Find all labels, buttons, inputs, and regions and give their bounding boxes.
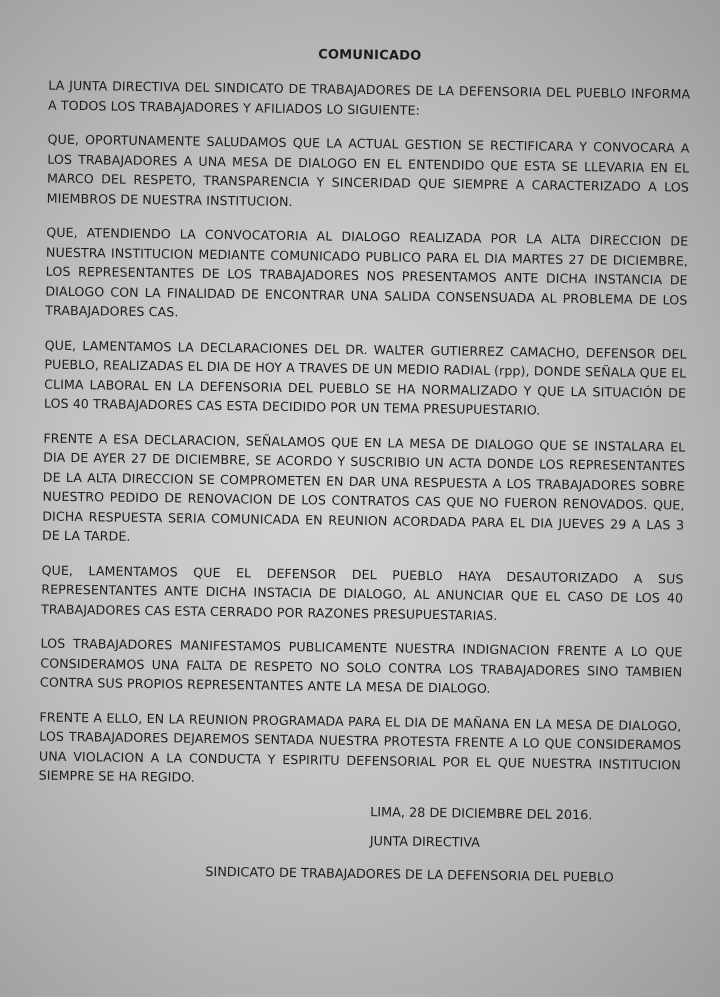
signature-title: JUNTA DIRECTIVA xyxy=(369,833,481,851)
date-line: LIMA, 28 DE DICIEMBRE DEL 2016. xyxy=(370,804,593,823)
paragraph-6: LOS TRABAJADORES MANIFESTAMOS PUBLICAMENTE NUESTRA INDIGNACION FRENTE A LO QUE CONSIDERAMOS UNA FALTA DE RESPETO NO SOLO CONTRA LOS TRABAJADORES SINO TAMBIEN CONTRA SUS PROPIOS REPRESENTANTES ANTE LA MESA DE DIALOGO. xyxy=(39,635,683,696)
signature-organization: SINDICATO DE TRABAJADORES DE LA DEFENSORIA DEL PUEBLO xyxy=(205,864,614,886)
paragraph-3: QUE, LAMENTAMOS LA DECLARACIONES DEL DR. WALTER GUTIERREZ CAMACHO, DEFENSOR DEL PUEBLO, REALIZADAS EL DIA DE HOY A TRAVES DE UN MEDIO RADIAL (rpp), DONDE SEÑALA QUE EL CLIMA LABORAL EN LA DEFENSORIA DEL PUEBLO SE HA NORMALIZADO Y QUE LA SITUACIÓN DE LOS 40 TRABAJADORES CAS ESTA DECIDIDO POR UN TEMA PRESUPUESTARIO. xyxy=(43,337,687,418)
paragraph-4: FRENTE A ESA DECLARACION, SEÑALAMOS QUE EN LA MESA DE DIALOGO QUE SE INSTALARA EL DIA DE AYER 27 DE DICIEMBRE, SE ACORDO Y SUSCRIBIO UN ACTA DONDE LOS REPRESENTANTES DE LA ALTA DIRECCION SE COMPROMETEN EN DAR UNA RESPUESTA A LOS TRABAJADORES SOBRE NUESTRO PEDIDO DE RENOVACION DE LOS CONTRATOS CAS QUE NO FUERON RENOVADOS. QUE, DICHA RESPUESTA SERIA COMUNICADA EN REUNION ACORDADA PARA EL DIA JUEVES 29 A LAS 3 DE LA TARDE. xyxy=(41,430,686,544)
document-title: COMUNICADO xyxy=(318,47,422,64)
paragraph-7: FRENTE A ELLO, EN LA REUNION PROGRAMADA PARA EL DIA DE MAÑANA EN LA MESA DE DIALOGO, LOS TRABAJADORES DEJAREMOS SENTADA NUESTRA PROTESTA FRENTE A LO QUE CONSIDERAMOS UNA VIOLACION A LA CONDUCTA Y ESPIRITU DEFENSORIAL POR EL QUE NUESTRA INSTITUCION SIEMPRE SE HA REGIDO. xyxy=(38,709,682,785)
paragraph-intro: LA JUNTA DIRECTIVA DEL SINDICATO DE TRABAJADORES DE LA DEFENSORIA DEL PUEBLO INFORMA A TODOS LOS TRABAJADORES Y AFILIADOS LO SIGUIENTE: xyxy=(47,77,691,118)
paragraph-5: QUE, LAMENTAMOS QUE EL DEFENSOR DEL PUEBLO HAYA DESAUTORIZADO A SUS REPRESENTANTES ANTE DICHA INSTACIA DE DIALOGO, AL ANUNCIAR QUE EL CASO DE LOS 40 TRABAJADORES CAS ESTA CERRADO POR RAZONES PRESUPUESTARIAS. xyxy=(40,562,684,623)
paragraph-1: QUE, OPORTUNAMENTE SALUDAMOS QUE LA ACTUAL GESTION SE RECTIFICARA Y CONVOCARA A LOS TRABAJADORES A UNA MESA DE DIALOGO EN EL ENTENDIDO QUE ESTA SE LLEVARIA EN EL MARCO DEL RESPETO, TRANSPARENCIA Y SINCERIDAD QUE SIEMPRE A CARACTERIZADO A LOS MIEMBROS DE NUESTRA INSTITUCION. xyxy=(46,131,690,209)
paragraph-2: QUE, ATENDIENDO LA CONVOCATORIA AL DIALOGO REALIZADA POR LA ALTA DIRECCION DE NUESTRA INSTITUCION MEDIANTE COMUNICADO PUBLICO PARA EL DIA MARTES 27 DE DICIEMBRE, LOS REPRESENTANTES DE LOS TRABAJADORES NOS PRESENTAMOS ANTE DICHA INSTANCIA DE DIALOGO CON LA FINALIDAD DE ENCONTRAR UNA SALIDA CONSENSUADA AL PROBLEMA DE LOS TRABAJADORES CAS. xyxy=(45,224,689,320)
